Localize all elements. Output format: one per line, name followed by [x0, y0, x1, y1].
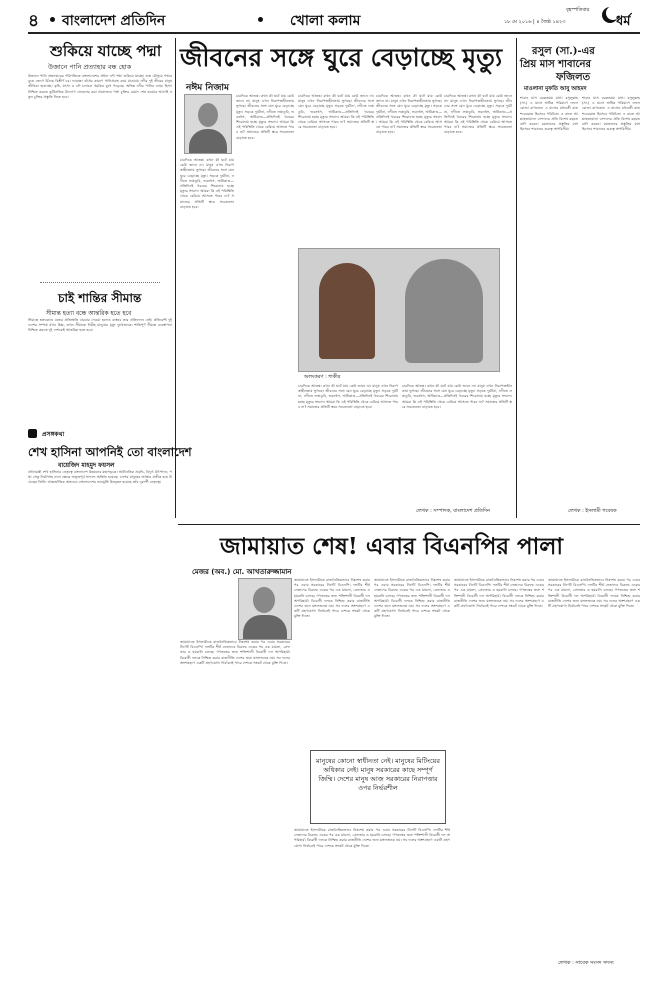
author-shoulders — [243, 615, 287, 640]
bullet-icon — [258, 17, 263, 22]
author-head — [198, 103, 218, 127]
page-number: ৪ — [28, 11, 40, 31]
feature-body: চারদিকে আতঙ্ক। কখন কী ঘটে যায় কেউ জানে না। মানুষ এখন নিরাপত্তাহীনতায় ভুগছে। জীবনের সঙ্গে যেন ঘুরে বেড়াচ্ছে মৃত্যু। সড়কে দুর্ঘটনা, নদীতে লঞ্চডুবি, ভবনধস, অগ্নিকাণ্ড—প্রতিদিনই খবরের শিরোনাম হচ্ছে মৃত্যুর সংবাদ। আমরা কি এই পরিস্থিতি থেকে বেরিয়ে আসতে পারব না? সমাজের প্রতিটি স্তরে সচেতনতা বাড়াতে হবে। — [236, 94, 294, 140]
feature-body: চারদিকে আতঙ্ক। কখন কী ঘটে যায় কেউ জানে না। মানুষ এখন নিরাপত্তাহীনতায় ভুগছে। জীবনের সঙ্গে যেন ঘুরে বেড়াচ্ছে মৃত্যু। সড়কে দুর্ঘটনা, নদীতে লঞ্চডুবি, ভবনধস, অগ্নিকাণ্ড—প্রতিদিনই খবরের শিরোনাম হচ্ছে মৃত্যুর সংবাদ। আমরা কি এই পরিস্থিতি থেকে বেরিয়ে আসতে পারব না? সমাজের প্রতিটি স্তরে সচেতনতা বাড়াতে হবে। — [180, 158, 234, 209]
bottom-author-note: লেখক : সাবেক সংসদ সদস্য — [558, 960, 614, 966]
bottom-byline: মেজর (অব.) মো. আখতারুজ্জামান — [192, 568, 292, 576]
religion-body: শাবান মাস বরকতময় মাস। রসুলুল্লাহ (সা.) এ মাসে অধিক পরিমাণে নফল রোজা রাখতেন। এ মাসের মধ্যবর্তী রাত শবেবরাত হিসেবে পরিচিত। এ রাতে আল্লাহতায়ালা বান্দাদের প্রতি বিশেষ রহমত বর্ষণ করেন। রমজানের প্রস্তুতির মাস হিসেবে শাবানের গুরুত্ব অপরিসীম। — [582, 96, 640, 132]
religion-headline-line: রসুল (সা.)-এর — [532, 46, 595, 57]
bullet-icon — [50, 17, 55, 22]
illustration-figure — [319, 263, 375, 359]
bottom-article — [180, 528, 640, 968]
bottom-body: জামায়াতে ইসলামীকে রাজনৈতিকভাবে নিঃশেষ করার পর এবার সরকারের টার্গেট বিএনপি। দলটির শীর্ষ নেতাদের বিরুদ্ধে একের পর এক মামলা, গ্রেফতার ও হয়রানি চলছে। গণতন্ত্রের জন্য শক্তিশালী বিরোধী দল অপরিহার্য। বিরোধী দলকে নিশ্চিহ্ন করার রাজনীতি দেশের জন্য মঙ্গলজনক নয়। সব দলের অংশগ্রহণে একটি গ্রহণযোগ্য নির্বাচনই পারে দেশকে সংকট থেকে মুক্তি দিতে। — [294, 828, 450, 848]
religion-author-note: লেখক : ইসলামী গবেষক — [568, 508, 617, 514]
op-ed-byline: বায়েজিদ মাহমুদ ফয়সল — [58, 462, 115, 469]
pull-quote — [310, 750, 446, 824]
editorial-padma — [28, 38, 172, 274]
bottom-body: জামায়াতে ইসলামীকে রাজনৈতিকভাবে নিঃশেষ করার পর এবার সরকারের টার্গেট বিএনপি। দলটির শীর্ষ নেতাদের বিরুদ্ধে একের পর এক মামলা, গ্রেফতার ও হয়রানি চলছে। গণতন্ত্রের জন্য শক্তিশালী বিরোধী দল অপরিহার্য। বিরোধী দলকে নিশ্চিহ্ন করার রাজনীতি দেশের জন্য মঙ্গলজনক নয়। সব দলের অংশগ্রহণে একটি গ্রহণযোগ্য নির্বাচনই পারে দেশকে সংকট থেকে মুক্তি দিতে। — [374, 578, 450, 619]
bottom-body: জামায়াতে ইসলামীকে রাজনৈতিকভাবে নিঃশেষ করার পর এবার সরকারের টার্গেট বিএনপি। দলটির শীর্ষ নেতাদের বিরুদ্ধে একের পর এক মামলা, গ্রেফতার ও হয়রানি চলছে। গণতন্ত্রের জন্য শক্তিশালী বিরোধী দল অপরিহার্য। বিরোধী দলকে নিশ্চিহ্ন করার রাজনীতি দেশের জন্য মঙ্গলজনক নয়। সব দলের অংশগ্রহণে একটি গ্রহণযোগ্য নির্বাচনই পারে দেশকে সংকট থেকে মুক্তি দিতে। — [180, 640, 290, 665]
pull-quote-text: মানুষের কোনো স্বাধীনতা নেই। মানুষের মিটিংয়ের অধিকার নেই। মানুষ সরকারের কাছে সম্পূর্ণ জিম্মি। দেশের মানুষ আজ সরকারের নিরাপত্তার ওপর নির্ভরশীল — [316, 757, 440, 792]
column-label-text: প্রসঙ্গকথা — [42, 431, 65, 438]
feature-body: চারদিকে আতঙ্ক। কখন কী ঘটে যায় কেউ জানে না। মানুষ এখন নিরাপত্তাহীনতায় ভুগছে। জীবনের সঙ্গে যেন ঘুরে বেড়াচ্ছে মৃত্যু। সড়কে দুর্ঘটনা, নদীতে লঞ্চডুবি, ভবনধস, অগ্নিকাণ্ড—প্রতিদিনই খবরের শিরোনাম হচ্ছে মৃত্যুর সংবাদ। আমরা কি এই পরিস্থিতি থেকে বেরিয়ে আসতে পারব না? সমাজের প্রতিটি স্তরে সচেতনতা বাড়াতে হবে। — [444, 94, 512, 135]
author-photo — [184, 94, 232, 154]
feature-body: চারদিকে আতঙ্ক। কখন কী ঘটে যায় কেউ জানে না। মানুষ এখন নিরাপত্তাহীনতায় ভুগছে। জীবনের সঙ্গে যেন ঘুরে বেড়াচ্ছে মৃত্যু। সড়কে দুর্ঘটনা, নদীতে লঞ্চডুবি, ভবনধস, অগ্নিকাণ্ড—প্রতিদিনই খবরের শিরোনাম হচ্ছে মৃত্যুর সংবাদ। আমরা কি এই পরিস্থিতি থেকে বেরিয়ে আসতে পারব না? সমাজের প্রতিটি স্তরে সচেতনতা বাড়াতে হবে। — [376, 94, 442, 135]
feature-body: চারদিকে আতঙ্ক। কখন কী ঘটে যায় কেউ জানে না। মানুষ এখন নিরাপত্তাহীনতায় ভুগছে। জীবনের সঙ্গে যেন ঘুরে বেড়াচ্ছে মৃত্যু। সড়কে দুর্ঘটনা, নদীতে লঞ্চডুবি, ভবনধস, অগ্নিকাণ্ড—প্রতিদিনই খবরের শিরোনাম হচ্ছে মৃত্যুর সংবাদ। আমরা কি এই পরিস্থিতি থেকে বেরিয়ে আসতে পারব না? সমাজের প্রতিটি স্তরে সচেতনতা বাড়াতে হবে। — [298, 384, 398, 409]
feature-author-note: লেখক : সম্পাদক, বাংলাদেশ প্রতিদিন — [416, 508, 490, 514]
section-divider — [178, 524, 640, 525]
feature-byline: নঈম নিজাম — [186, 83, 229, 93]
column-label — [28, 428, 172, 440]
author-shoulders — [189, 129, 227, 154]
religion-headline-line: ফজিলত — [556, 72, 591, 83]
editorial-body: সীমান্তে হত্যাকাণ্ড বন্ধের প্রতিশ্রুতি বারবার দেওয়া হলেও বাস্তবে তার প্রতিফলন নেই। প্রতিবেশী দুই দেশের সম্পর্ক যখন উষ্ণ, তখন সীমান্তে নিরীহ মানুষের মৃত্যু দুঃখজনক। শান্তিপূর্ণ সীমান্ত ব্যবস্থাপনা নিশ্চিত করতে দুই দেশকেই আন্তরিক হতে হবে। — [28, 318, 172, 333]
feature-body: চারদিকে আতঙ্ক। কখন কী ঘটে যায় কেউ জানে না। মানুষ এখন নিরাপত্তাহীনতায় ভুগছে। জীবনের সঙ্গে যেন ঘুরে বেড়াচ্ছে মৃত্যু। সড়কে দুর্ঘটনা, নদীতে লঞ্চডুবি, ভবনধস, অগ্নিকাণ্ড—প্রতিদিনই খবরের শিরোনাম হচ্ছে মৃত্যুর সংবাদ। আমরা কি এই পরিস্থিতি থেকে বেরিয়ে আসতে পারব না? সমাজের প্রতিটি স্তরে সচেতনতা বাড়াতে হবে। — [298, 94, 374, 130]
author-head — [253, 587, 275, 613]
section-title: খোলা কলাম — [290, 13, 361, 29]
bottom-body: জামায়াতে ইসলামীকে রাজনৈতিকভাবে নিঃশেষ করার পর এবার সরকারের টার্গেট বিএনপি। দলটির শীর্ষ নেতাদের বিরুদ্ধে একের পর এক মামলা, গ্রেফতার ও হয়রানি চলছে। গণতন্ত্রের জন্য শক্তিশালী বিরোধী দল অপরিহার্য। বিরোধী দলকে নিশ্চিহ্ন করার রাজনীতি দেশের জন্য মঙ্গলজনক নয়। সব দলের অংশগ্রহণে একটি গ্রহণযোগ্য নির্বাচনই পারে দেশকে সংকট থেকে মুক্তি দিতে। — [454, 578, 544, 609]
feature-body: চারদিকে আতঙ্ক। কখন কী ঘটে যায় কেউ জানে না। মানুষ এখন নিরাপত্তাহীনতায় ভুগছে। জীবনের সঙ্গে যেন ঘুরে বেড়াচ্ছে মৃত্যু। সড়কে দুর্ঘটনা, নদীতে লঞ্চডুবি, ভবনধস, অগ্নিকাণ্ড—প্রতিদিনই খবরের শিরোনাম হচ্ছে মৃত্যুর সংবাদ। আমরা কি এই পরিস্থিতি থেকে বেরিয়ে আসতে পারব না? সমাজের প্রতিটি স্তরে সচেতনতা বাড়াতে হবে। — [402, 384, 512, 409]
op-ed-body: প্রধানমন্ত্রী শেখ হাসিনার নেতৃত্বে বাংলাদেশ উন্নয়নের মহাসড়কে। অর্থনৈতিক প্রবৃদ্ধি, বিদ্যুৎ উৎপাদন, পদ্মা সেতু নির্মাণসহ নানা ক্ষেত্রে অভূতপূর্ব সাফল্য অর্জিত হয়েছে। দেশের মানুষের আস্থার প্রতীক হয়ে উঠেছেন তিনি। আন্তর্জাতিক অঙ্গনেও বাংলাদেশের ভাবমূর্তি উজ্জ্বল হয়েছে তাঁর দূরদর্শী নেতৃত্বে। — [28, 470, 172, 485]
photo-caption: অলংকরণ : শাকীর — [304, 374, 341, 380]
column-divider — [516, 38, 517, 518]
masthead-rule — [28, 32, 640, 34]
quill-icon — [28, 429, 37, 438]
religion-headline-line: প্রিয় মাস শাবানের — [520, 59, 592, 70]
editorial-body: উজানে পানি প্রত্যাহারের পরিণতিতে বাংলাদেশের প্রধান নদী পদ্মা শুকিয়ে যাচ্ছে। শুষ্ক মৌসুমে পদ্মার বুকে জেগে উঠছে বিস্তীর্ণ চর। ফারাক্কা বাঁধের কারণে পানিপ্রবাহ কমে যাওয়ায় নদীর দুই তীরের মানুষ জীবিকা হারাচ্ছে। কৃষি, মৎস্য ও নৌ চলাচল হুমকির মুখে পড়েছে। অভিন্ন নদীর পানির ন্যায্য হিস্যা নিশ্চিত করতে কূটনৈতিক উদ্যোগ জোরদার করা প্রয়োজন। গঙ্গা চুক্তির মেয়াদ শেষ হওয়ার আগেই নতুন চুক্তির প্রস্তুতি নিতে হবে। — [28, 74, 172, 99]
op-ed-headline: শেখ হাসিনা আপনিই তো বাংলাদেশ — [28, 445, 192, 459]
masthead-date: ১৮ মে ২০১৬ | ৪ জৈষ্ঠ ১৪২৩ — [504, 19, 566, 25]
author-photo — [238, 578, 292, 640]
feature-headline: জীবনের সঙ্গে ঘুরে বেড়াচ্ছে মৃত্যু — [180, 43, 503, 72]
editorial-subhead: উজানে পানি প্রত্যাহার বন্ধ হোক — [48, 63, 132, 71]
editorial-headline: শুকিয়ে যাচ্ছে পদ্মা — [50, 42, 162, 60]
op-ed-hasina — [28, 444, 192, 964]
editorial-border — [40, 282, 160, 284]
feature-illustration — [298, 248, 500, 372]
religion-article — [520, 38, 640, 518]
editorial-headline: চাই শান্তির সীমান্ত — [58, 291, 142, 305]
religion-byline: মাওলানা মুফতি আবু আহমদ — [524, 86, 587, 92]
paper-name: বাংলাদেশ প্রতিদিন — [62, 13, 166, 29]
editorial-subhead: সীমান্ত হত্যা বন্ধে আন্তরিক হতে হবে — [46, 310, 132, 317]
section-religion: ধর্ম — [616, 14, 631, 29]
religion-body: শাবান মাস বরকতময় মাস। রসুলুল্লাহ (সা.) এ মাসে অধিক পরিমাণে নফল রোজা রাখতেন। এ মাসের মধ্যবর্তী রাত শবেবরাত হিসেবে পরিচিত। এ রাতে আল্লাহতায়ালা বান্দাদের প্রতি বিশেষ রহমত বর্ষণ করেন। রমজানের প্রস্তুতির মাস হিসেবে শাবানের গুরুত্ব অপরিসীম। — [520, 96, 578, 132]
bottom-body: জামায়াতে ইসলামীকে রাজনৈতিকভাবে নিঃশেষ করার পর এবার সরকারের টার্গেট বিএনপি। দলটির শীর্ষ নেতাদের বিরুদ্ধে একের পর এক মামলা, গ্রেফতার ও হয়রানি চলছে। গণতন্ত্রের জন্য শক্তিশালী বিরোধী দল অপরিহার্য। বিরোধী দলকে নিশ্চিহ্ন করার রাজনীতি দেশের জন্য মঙ্গলজনক নয়। সব দলের অংশগ্রহণে একটি গ্রহণযোগ্য নির্বাচনই পারে দেশকে সংকট থেকে মুক্তি দিতে। — [548, 578, 640, 609]
masthead — [28, 6, 640, 32]
masthead-day: বৃহস্পতিবার — [566, 7, 590, 13]
editorial-border-area — [28, 290, 172, 420]
bottom-headline: জামায়াত শেষ! এবার বিএনপির পালা — [220, 533, 564, 560]
bottom-body: জামায়াতে ইসলামীকে রাজনৈতিকভাবে নিঃশেষ করার পর এবার সরকারের টার্গেট বিএনপি। দলটির শীর্ষ নেতাদের বিরুদ্ধে একের পর এক মামলা, গ্রেফতার ও হয়রানি চলছে। গণতন্ত্রের জন্য শক্তিশালী বিরোধী দল অপরিহার্য। বিরোধী দলকে নিশ্চিহ্ন করার রাজনীতি দেশের জন্য মঙ্গলজনক নয়। সব দলের অংশগ্রহণে একটি গ্রহণযোগ্য নির্বাচনই পারে দেশকে সংকট থেকে মুক্তি দিতে। — [294, 578, 370, 619]
illustration-figure — [405, 259, 483, 363]
feature-article — [180, 38, 512, 518]
